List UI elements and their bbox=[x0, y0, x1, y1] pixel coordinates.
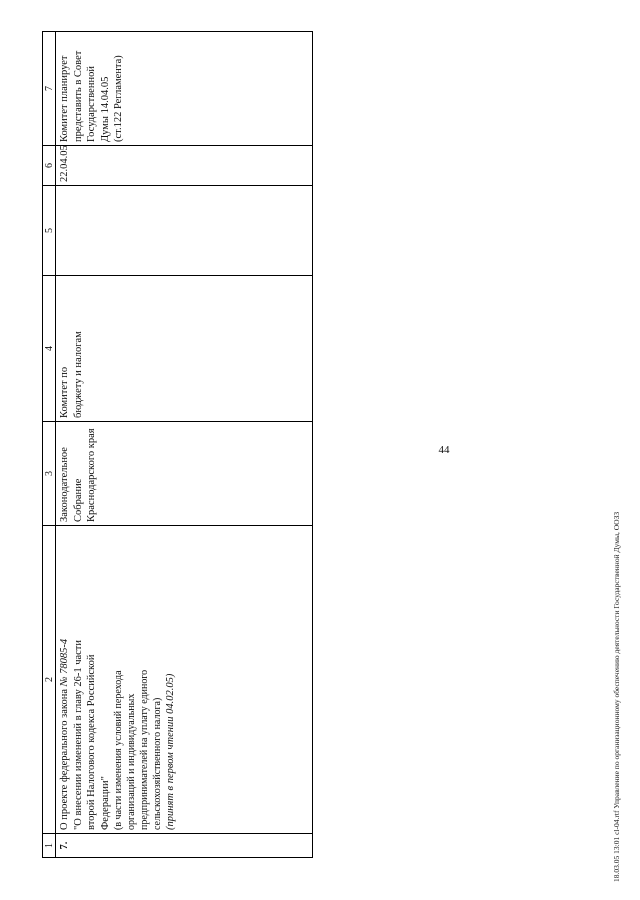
committee-cell bbox=[56, 276, 313, 422]
bill-title-line-1: О проекте федерального закона № 78085-4 bbox=[59, 638, 70, 830]
page-number: 44 bbox=[438, 444, 450, 456]
column-5-cell bbox=[56, 186, 313, 276]
initiator-line-1: Законодательное bbox=[59, 447, 70, 522]
table-header-row bbox=[43, 32, 56, 858]
notes-line-1: Комитет планирует bbox=[59, 55, 70, 142]
column-header-3: 3 bbox=[43, 422, 56, 526]
notes-cell bbox=[56, 32, 313, 146]
bill-title-line-2: "О внесении изменений в главу 26-1 части bbox=[72, 639, 84, 830]
column-header-6: 6 bbox=[43, 146, 56, 186]
column-header-5: 5 bbox=[43, 186, 56, 276]
column-header-4: 4 bbox=[43, 276, 56, 422]
notes-line-3: Государственной bbox=[86, 66, 97, 142]
committee-line-1: Комитет по bbox=[59, 366, 70, 418]
table-row bbox=[56, 32, 313, 858]
first-reading-note: (принят в первом чтении 04.02.05) bbox=[165, 673, 176, 830]
initiator-line-3: Краснодарского края bbox=[86, 428, 97, 522]
notes-line-2: представить в Совет bbox=[72, 50, 84, 142]
bill-note-line-4: сельскохозяйственного налога) bbox=[152, 697, 163, 830]
row-number: 7. bbox=[56, 834, 313, 858]
bill-number: № 78085-4 bbox=[59, 638, 70, 687]
column-header-1: 1 bbox=[43, 834, 56, 858]
initiator-line-2: Собрание bbox=[72, 478, 84, 522]
agenda-table bbox=[42, 31, 313, 858]
footer-file-info: 18.03.05 13:01 cl-04.rtf Управление по организационному обеспечению деятельности Государственной Думы, ООЗ3 bbox=[612, 511, 621, 882]
bill-title-line-4: Федерации" bbox=[99, 776, 111, 830]
bill-note-line-1: (в части изменения условий перехода bbox=[113, 670, 124, 830]
column-header-2: 2 bbox=[43, 526, 56, 834]
initiator-cell bbox=[56, 422, 313, 526]
notes-line-5: (ст.122 Регламента) bbox=[113, 55, 124, 142]
bill-note-line-3: предпринимателей на уплату единого bbox=[139, 669, 150, 830]
date-cell: 22.04.05 bbox=[56, 146, 313, 186]
committee-line-2: бюджету и налогам bbox=[72, 331, 84, 418]
bill-description-cell bbox=[56, 526, 313, 834]
bill-note-line-2: организаций и индивидуальных bbox=[126, 693, 137, 830]
column-header-7: 7 bbox=[43, 32, 56, 146]
notes-line-4: Думы 14.04.05 bbox=[99, 76, 111, 142]
bill-title-line-3: второй Налогового кодекса Российской bbox=[86, 654, 97, 830]
